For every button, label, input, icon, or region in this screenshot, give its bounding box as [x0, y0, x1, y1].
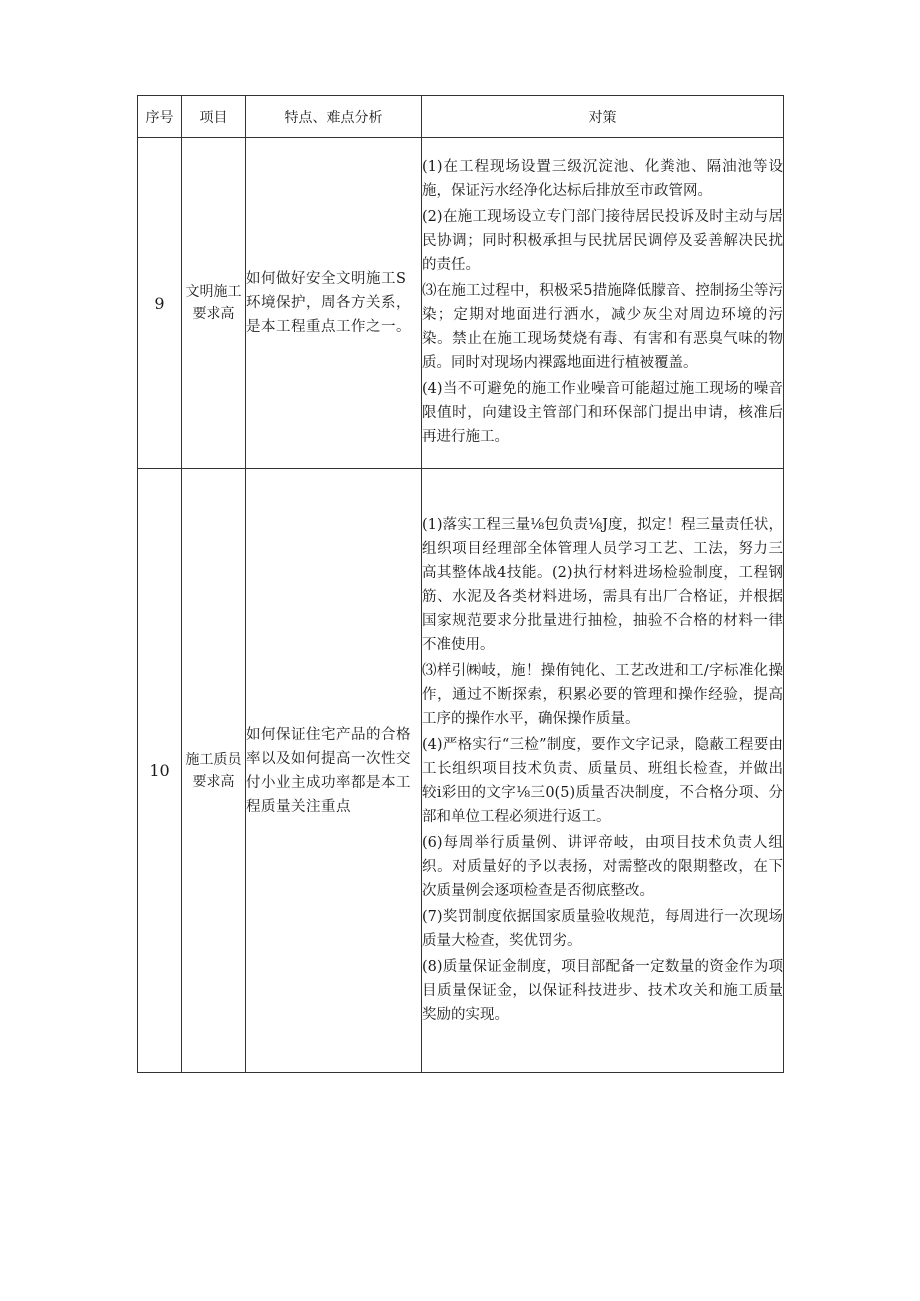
row-analysis: 如何保证住宅产品的合格率以及如何提高一次性交付小业主成功率都是本工程质量关注重点 [246, 469, 422, 1073]
measure-paragraph: (8)质量保证金制度，项目部配备一定数量的资金作为项目质量保证金，以保证科技进步、技术攻关和施工质量奖励的实现。 [422, 958, 783, 1023]
measure-paragraph: (1)在工程现场设置三级沉淀池、化粪池、隔油池等设施，保证污水经净化达标后排放至市政管网。 [422, 159, 783, 199]
measure-paragraph: (6)每周举行质量例、讲评帝岐，由项目技术负责人组织。对质量好的予以表扬，对需整改的限期整改，在下次质量例会逐项检查是否彻底整改。 [422, 834, 783, 899]
header-no: 序号 [138, 96, 182, 138]
measure-paragraph: (2)在施工现场设立专门部门接待居民投诉及时主动与居民协调；同时积极承担与民扰居民调停及妥善解决民扰的责任。 [422, 209, 783, 273]
measure-paragraph: ⑶在施工过程中，积极采5措施降低朦音、控制扬尘等污染；定期对地面进行洒水，减少灰尘对周边环境的污染。禁止在施工现场焚烧有毒、有害和有恶臭气味的物质。同时对现场内裸露地面进行植被覆盖。 [422, 283, 783, 371]
table-header-row [138, 96, 784, 138]
row-measures [422, 469, 784, 1073]
measure-paragraph: (4)当不可避免的施工作业噪音可能超过施工现场的噪音限值时，向建设主管部门和环保部门提出申请，核准后再进行施工。 [422, 381, 783, 445]
row-analysis: 如何做好安全文明施工S环境保护，周各方关系，是本工程重点工作之一。 [246, 138, 422, 469]
table-row [138, 469, 784, 1073]
header-analysis: 特点、难点分析 [246, 96, 422, 138]
measure-paragraph: (4)严格实行“三检”制度，要作文字记录，隐蔽工程要由工长组织项目技术负责、质量员、班组长检查，并做出较i彩田的文字⅛三0(5)质量否决制度，不合格分项、分部和单位工程必须进行返工。 [422, 736, 783, 825]
measure-paragraph: (7)奖罚制度依据国家质量验收规范，每周进行一次现场质量大检查，奖优罚劣。 [422, 908, 783, 949]
table-row [138, 138, 784, 469]
measure-paragraph: (1)落实工程三量⅛包负责⅛J度，拟定！程三量责任状，组织项目经理部全体管理人员学习工艺、工法，努力三高其整体战4技能。(2)执行材料进场检验制度，工程钢筋、水泥及各类材料进场，需具有出厂合格证，并根据国家规范要求分批量进行抽检，抽验不合格的材料一律不准使用。 [422, 516, 783, 653]
header-item: 项目 [182, 96, 246, 138]
row-item: 施工质员要求高 [182, 469, 246, 1073]
measure-paragraph: ⑶样引㈱岐，施！操侑钝化、工艺改进和工/字标准化操作，通过不断探索，积累必要的管理和操作经验，提高工序的操作水平，确保操作质量。 [422, 662, 783, 727]
row-measures [422, 138, 784, 469]
header-measure: 对策 [422, 96, 784, 138]
measures-table [137, 95, 784, 1073]
row-number: 10 [138, 469, 182, 1073]
row-item: 文明施工要求高 [182, 138, 246, 469]
row-number: 9 [138, 138, 182, 469]
